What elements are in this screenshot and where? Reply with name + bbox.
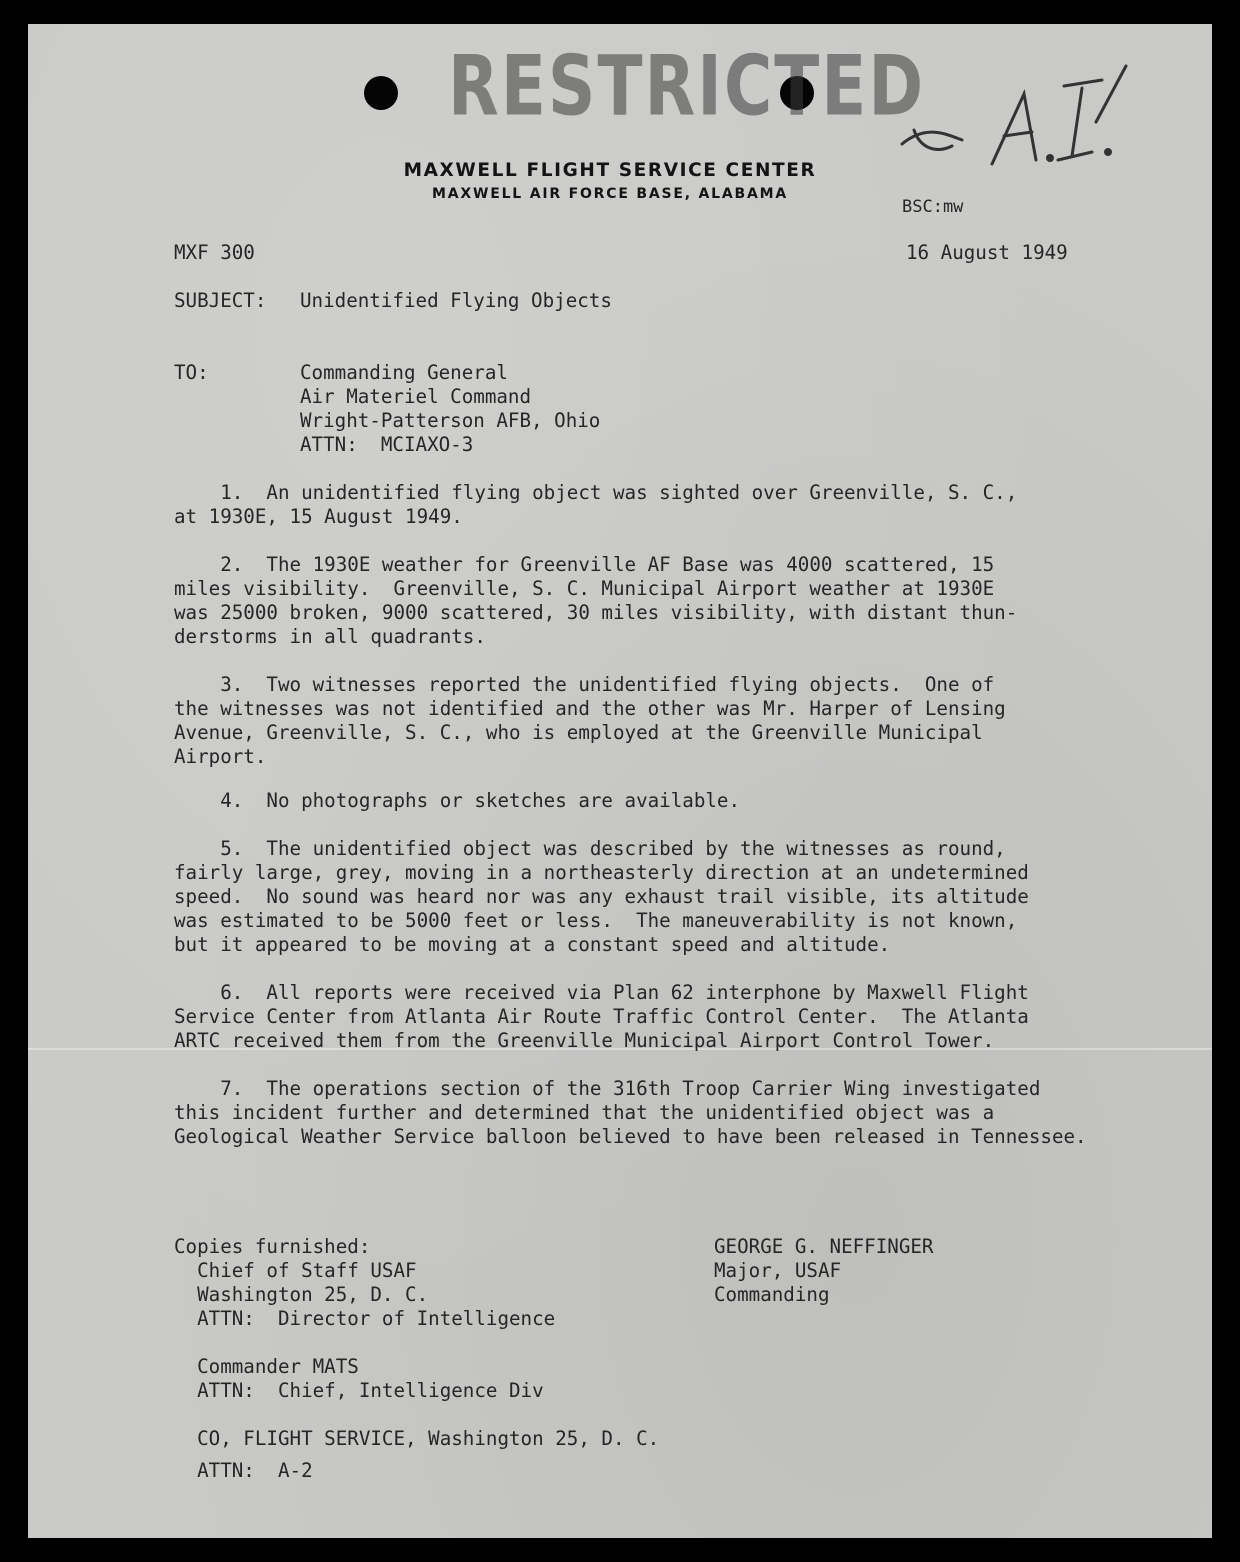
paragraph-line: this incident further and determined that the unidentified object was a — [174, 1101, 995, 1124]
paragraph-line: fairly large, grey, moving in a northeasterly direction at an undetermined — [174, 861, 1029, 884]
copies-line: ATTN: Chief, Intelligence Div — [174, 1379, 544, 1402]
paragraph-line: miles visibility. Greenville, S. C. Municipal Airport weather at 1930E — [174, 577, 995, 600]
paragraph-line: at 1930E, 15 August 1949. — [174, 505, 463, 528]
copies-line: ATTN: A-2 — [174, 1459, 313, 1482]
subject-label: SUBJECT: — [174, 289, 267, 312]
subject-text: Unidentified Flying Objects — [300, 289, 612, 312]
paragraph-line: but it appeared to be moving at a constant speed and altitude. — [174, 933, 891, 956]
letter-date: 16 August 1949 — [906, 241, 1068, 264]
paragraph-line: speed. No sound was heard nor was any exhaust trail visible, its altitude — [174, 885, 1029, 908]
handwritten-ai-icon — [896, 64, 1136, 174]
to-label: TO: — [174, 361, 209, 384]
copies-heading: Copies furnished: — [174, 1235, 371, 1258]
signature-title: Commanding — [714, 1283, 830, 1306]
to-line: Commanding General — [300, 361, 508, 384]
signature-rank: Major, USAF — [714, 1259, 842, 1282]
punch-hole-left — [364, 76, 398, 110]
paragraph-line: Geological Weather Service balloon believed to have been released in Tennessee. — [174, 1125, 1087, 1148]
to-line: Air Materiel Command — [300, 385, 532, 408]
copies-line: ATTN: Director of Intelligence — [174, 1307, 556, 1330]
to-line: ATTN: MCIAXO-3 — [300, 433, 474, 456]
paragraph-line: Avenue, Greenville, S. C., who is employed at the Greenville Municipal — [174, 721, 983, 744]
letterhead-subtitle: MAXWELL AIR FORCE BASE, ALABAMA — [432, 186, 788, 202]
restricted-stamp: RESTRICTED — [448, 38, 926, 135]
paragraph-line: 3. Two witnesses reported the unidentified flying objects. One of — [174, 673, 995, 696]
paragraph-line: was estimated to be 5000 feet or less. The maneuverability is not known, — [174, 909, 1018, 932]
to-line: Wright-Patterson AFB, Ohio — [300, 409, 601, 432]
copies-line: CO, FLIGHT SERVICE, Washington 25, D. C. — [174, 1427, 660, 1450]
paragraph-line: 5. The unidentified object was described by the witnesses as round, — [174, 837, 1006, 860]
paragraph-line: was 25000 broken, 9000 scattered, 30 miles visibility, with distant thun- — [174, 601, 1018, 624]
letterhead-title: MAXWELL FLIGHT SERVICE CENTER — [403, 160, 817, 181]
reference-initials: BSC:mw — [902, 197, 964, 217]
copies-line: Chief of Staff USAF — [174, 1259, 417, 1282]
paragraph-line: derstorms in all quadrants. — [174, 625, 486, 648]
paragraph-line: ARTC received them from the Greenville Municipal Airport Control Tower. — [174, 1029, 995, 1052]
paragraph-line: 6. All reports were received via Plan 62 interphone by Maxwell Flight — [174, 981, 1029, 1004]
paragraph-line: Service Center from Atlanta Air Route Traffic Control Center. The Atlanta — [174, 1005, 1029, 1028]
copies-line: Washington 25, D. C. — [174, 1283, 429, 1306]
file-number: MXF 300 — [174, 241, 255, 264]
paragraph-line: the witnesses was not identified and the other was Mr. Harper of Lensing — [174, 697, 1006, 720]
paragraph-line: 2. The 1930E weather for Greenville AF Base was 4000 scattered, 15 — [174, 553, 995, 576]
document-page — [28, 24, 1212, 1538]
paragraph-line: 4. No photographs or sketches are available. — [174, 789, 741, 812]
paragraph-line: 1. An unidentified flying object was sighted over Greenville, S. C., — [174, 481, 1018, 504]
paragraph-line: 7. The operations section of the 316th Troop Carrier Wing investigated — [174, 1077, 1041, 1100]
signature-name: GEORGE G. NEFFINGER — [714, 1235, 934, 1258]
copies-line: Commander MATS — [174, 1355, 359, 1378]
paragraph-line: Airport. — [174, 745, 267, 768]
